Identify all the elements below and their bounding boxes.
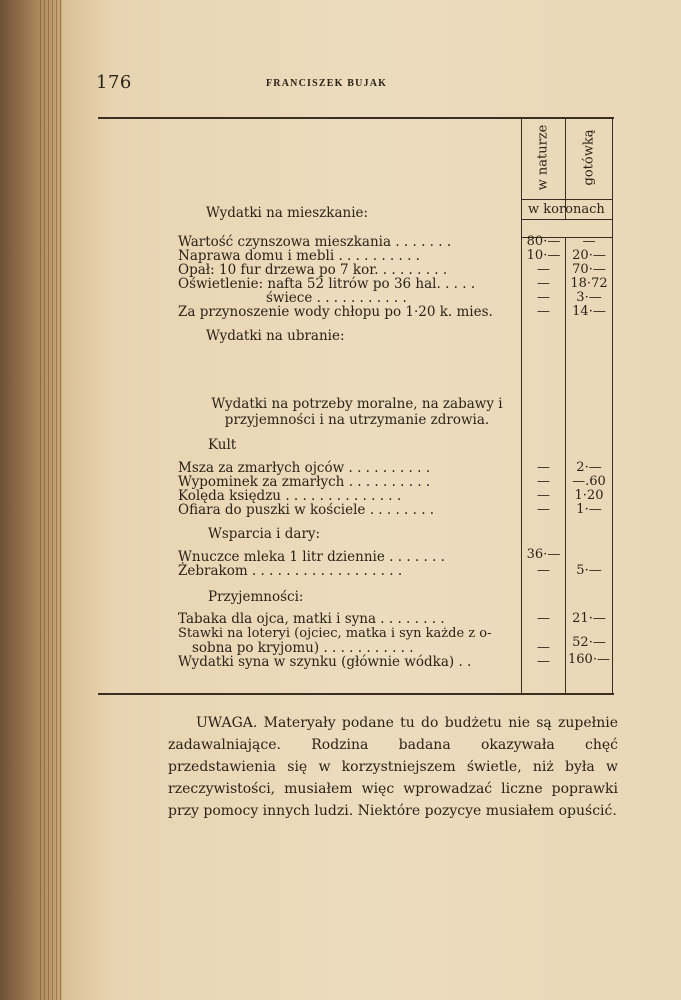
table-bottom-rule <box>98 693 614 695</box>
header-rule-1 <box>521 199 613 200</box>
value-gotowka: 20·— <box>572 248 606 263</box>
leader-dots: . . . . . . . . . . . <box>316 290 407 306</box>
value-natura: — <box>537 502 550 517</box>
value-gotowka: 70·— <box>572 262 606 277</box>
section-heading: Wydatki na ubranie: <box>206 328 345 344</box>
table-row-label <box>178 502 434 518</box>
value-natura: — <box>537 654 550 669</box>
table-row-label <box>178 563 402 579</box>
value-natura: 36·— <box>526 547 561 562</box>
note-paragraph <box>168 712 618 822</box>
page-edges <box>40 0 62 1000</box>
value-natura: — <box>537 262 550 277</box>
value-gotowka: —.60 <box>572 474 606 489</box>
value-natura: — <box>537 290 550 305</box>
value-natura: — <box>537 460 550 475</box>
row-text: Za przynoszenie wody chłopu po 1·20 k. mies. <box>178 304 493 320</box>
row-text: Kolęda księdzu <box>178 488 282 504</box>
column-divider-left <box>521 117 522 695</box>
column-header-gotowka: gotówką <box>581 129 597 186</box>
table-row-label <box>178 654 471 670</box>
value-natura: — <box>537 488 550 503</box>
value-gotowka: 14·— <box>572 304 606 319</box>
value-gotowka: 160·— <box>568 652 610 667</box>
leader-dots: . . . . <box>445 276 476 292</box>
unit-header: w koronach <box>528 202 605 217</box>
leader-dots: . . . . . . . <box>395 234 452 250</box>
leader-dots: . . . . . . . . <box>369 502 435 518</box>
leader-dots: . . . . . . . . . . . . . . <box>285 488 402 504</box>
running-head: FRANCISZEK BUJAK <box>266 78 388 89</box>
section-heading <box>202 396 512 428</box>
leader-dots: . . . . . . . . . . <box>348 460 431 476</box>
column-header-natura: w naturze <box>535 124 551 191</box>
value-natura: — <box>537 640 550 655</box>
value-gotowka: 2·— <box>576 460 602 475</box>
value-gotowka: 1·— <box>576 502 602 517</box>
row-text: Opał: 10 fur drzewa po 7 kor. <box>178 262 379 278</box>
value-gotowka: 1·20 <box>574 488 604 503</box>
value-natura: — <box>537 474 550 489</box>
value-natura: 80·— <box>526 234 561 249</box>
value-gotowka: 5·— <box>576 563 602 578</box>
leader-dots: . . . . . . . . . . . <box>323 640 414 656</box>
row-text: Stawki na loteryi (ojciec, matka i syn każde z o- <box>178 626 492 641</box>
row-text: Żebrakom <box>178 563 248 579</box>
leader-dots: . . . . . . . <box>389 549 445 565</box>
value-gotowka: 52·— <box>572 635 606 650</box>
section-heading: Wsparcia i dary: <box>208 526 321 542</box>
row-text: sobna po kryjomu) <box>192 640 320 656</box>
leader-dots: . . . . . . . . <box>382 262 448 278</box>
column-divider-right <box>612 117 613 695</box>
row-text: Ofiara do puszki w kościele <box>178 502 366 518</box>
value-natura: — <box>537 276 550 291</box>
row-text: Oświetlenie: nafta 52 litrów po 36 hal. <box>178 276 441 292</box>
value-gotowka: 21·— <box>572 611 606 626</box>
budget-table <box>98 117 614 695</box>
value-natura: — <box>537 563 550 578</box>
header-rule-2 <box>521 219 613 220</box>
section-heading-text: Wydatki na potrzeby moralne, na zabawy i przyjemności i na utrzymanie zdrowia. <box>211 396 503 428</box>
row-text: Wnuczce mleka 1 litr dziennie <box>178 549 385 565</box>
value-gotowka: 3·— <box>576 290 602 305</box>
leader-dots: . . . . . . . . . . <box>338 248 420 264</box>
section-heading: Przyjemności: <box>208 589 304 605</box>
page-number: 176 <box>96 72 132 93</box>
section-heading: Wydatki na mieszkanie: <box>206 205 369 221</box>
value-natura: — <box>537 304 550 319</box>
value-natura: 10·— <box>526 248 561 263</box>
row-text: świece <box>266 290 313 306</box>
leader-dots: . . . . . . . . . . <box>348 474 431 490</box>
leader-dots: . . <box>458 654 472 670</box>
row-text: Wartość czynszowa mieszkania <box>178 234 392 250</box>
table-row-label <box>178 304 493 320</box>
note-text: UWAGA. Materyały podane tu do budżetu nie są zupełnie zadawalniające. Rodzina badana okazywała chęć przedstawienia się w korzystniejszem świetle, niż była w rzeczywistości, musiałem więc wprowadzać liczne poprawki przy pomocy innych ludzi. Niektóre pozycye musiałem opuścić. <box>168 715 618 819</box>
value-gotowka: — <box>582 234 596 249</box>
table-row-label <box>178 611 445 627</box>
row-text: Wypominek za zmarłych <box>178 474 345 490</box>
section-heading: Kult <box>208 437 237 453</box>
row-text: Wydatki syna w szynku (głównie wódka) <box>178 654 455 670</box>
value-gotowka: 18·72 <box>570 276 608 291</box>
row-text: Tabaka dla ojca, matki i syna <box>178 611 376 627</box>
row-text: Msza za zmarłych ojców <box>178 460 345 476</box>
row-text: Naprawa domu i mebli <box>178 248 335 264</box>
leader-dots: . . . . . . . . <box>380 611 445 627</box>
value-natura: — <box>537 611 550 626</box>
leader-dots: . . . . . . . . . . . . . . . . . . <box>251 563 403 579</box>
